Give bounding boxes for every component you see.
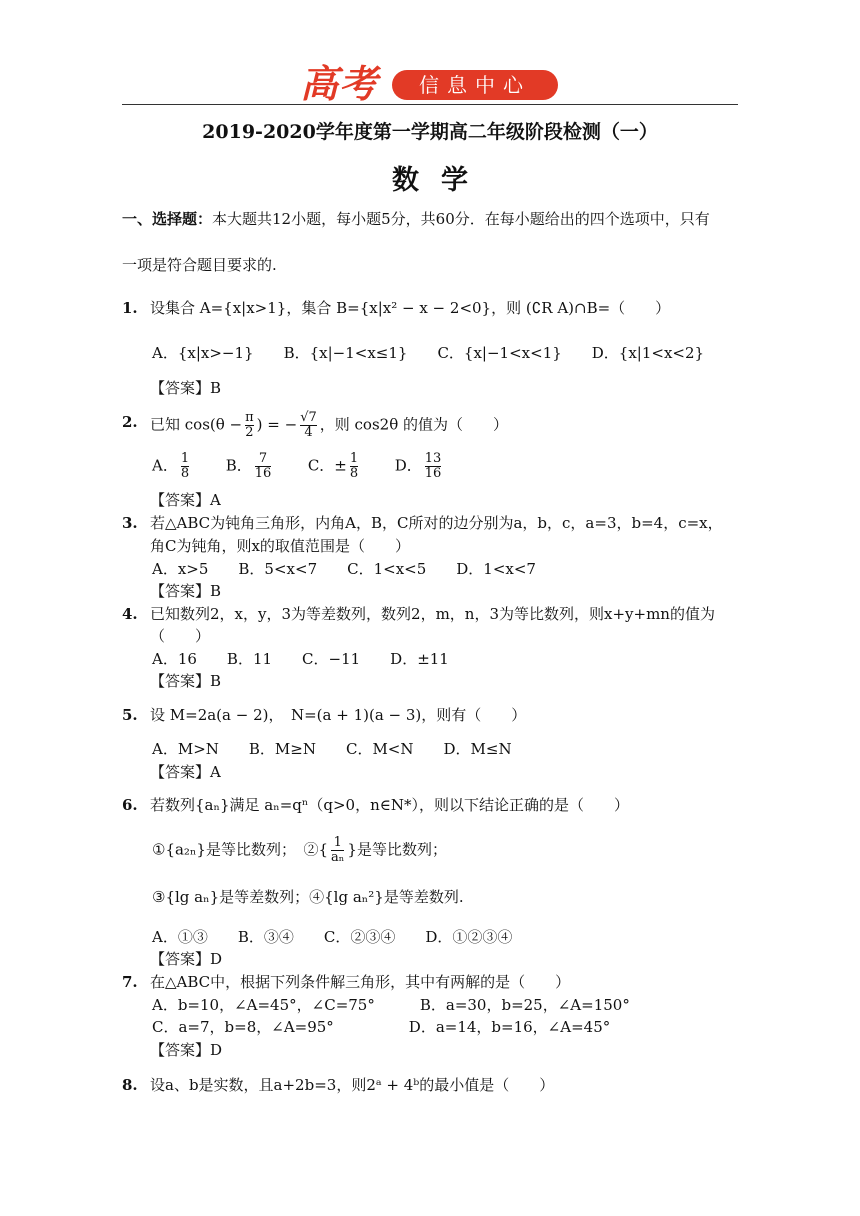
question-4-answer: 【答案】B: [150, 672, 222, 690]
statement-part: }是等比数列；: [347, 840, 447, 859]
question-6-answer: 【答案】D: [150, 950, 223, 968]
question-stem: 设 M=2a(a − 2)， N=(a + 1)(a − 3)，则有（ ）: [150, 706, 527, 724]
stem-part: 已知 cos(θ −: [150, 415, 243, 434]
question-stem: 若数列{aₙ}满足 aₙ=qⁿ（q>0，n∈N*），则以下结论正确的是（ ）: [150, 796, 629, 814]
question-7-options-cd: C．a=7，b=8，∠A=95° D．a=14，b=16，∠A=45°: [152, 1018, 611, 1036]
question-2-options: [152, 452, 444, 481]
question-3-options: A．x>5 B．5<x<7 C．1<x<5 D．1<x<7: [152, 560, 536, 578]
question-number: 1.: [122, 299, 138, 317]
question-5-answer: 【答案】A: [150, 763, 221, 781]
option-c-label: C．±: [307, 456, 347, 475]
header-logo: [300, 62, 562, 106]
option-a-label: A．: [152, 456, 178, 475]
question-number: 2.: [122, 413, 138, 431]
option-d-label: D．: [394, 456, 422, 475]
question-number: 4.: [122, 605, 138, 623]
numerator: √7: [300, 410, 317, 425]
numerator: 1: [180, 451, 190, 466]
logo-pill-text: 信息中心: [392, 70, 558, 100]
fraction-sqrt7-over-4: [300, 411, 317, 440]
section-label: 一、选择题：: [122, 210, 213, 228]
question-7-answer: 【答案】D: [150, 1041, 223, 1059]
denominator: 8: [349, 466, 359, 481]
denominator: 4: [300, 425, 317, 440]
header-rule: [122, 104, 738, 105]
denominator: 16: [424, 466, 442, 481]
exam-title: 2019-2020学年度第一学期高二年级阶段检测（一）: [202, 121, 658, 143]
section-text-line1: 本大题共12小题，每小题5分，共60分．在每小题给出的四个选项中，只有: [212, 210, 710, 228]
denominator: 8: [180, 466, 190, 481]
option-a-fraction: [181, 452, 189, 481]
denominator: 2: [245, 425, 254, 440]
question-5-options: A．M>N B．M≥N C．M<N D．M≤N: [152, 740, 512, 758]
option-c-fraction: [350, 452, 358, 481]
question-stem: 在△ABC中，根据下列条件解三角形，其中有两解的是（ ）: [150, 973, 571, 991]
question-number: 7.: [122, 973, 138, 991]
question-6-statement-1-2: [152, 836, 447, 865]
question-3-line2: 角C为钝角，则x的取值范围是（ ）: [150, 537, 410, 555]
question-number: 6.: [122, 796, 138, 814]
fraction-pi-over-2: [245, 411, 254, 440]
question-number: 5.: [122, 706, 138, 724]
question-stem-line1: 已知数列2，x，y，3为等差数列，数列2，m，n，3为等比数列，则x+y+mn的值为: [150, 605, 715, 623]
numerator: 13: [424, 451, 442, 466]
question-1-answer: 【答案】B: [150, 379, 222, 397]
numerator: 1: [333, 835, 342, 850]
option-d-fraction: [425, 452, 442, 481]
section-heading: [122, 208, 742, 230]
section-text-line2: 一项是符合题目要求的.: [122, 256, 277, 274]
question-stem: 设a、b是实数，且a+2b=3，则2ᵃ + 4ᵇ的最小值是（ ）: [150, 1076, 555, 1094]
question-4-line2: （ ）: [150, 627, 211, 645]
numerator: π: [245, 410, 254, 425]
question-6-options: A．①③ B．③④ C．②③④ D．①②③④: [152, 928, 513, 946]
question-stem-line1: 若△ABC为钝角三角形，内角A，B，C所对的边分别为a，b，c，a=3，b=4，c=x，: [150, 514, 723, 532]
denominator: aₙ: [331, 850, 345, 865]
logo-main-text: 高考: [300, 62, 379, 106]
option-b-label: B．: [225, 456, 252, 475]
subject-title: 数学: [392, 165, 490, 196]
statement-part: ①{a₂ₙ}是等比数列； ②{: [152, 840, 329, 859]
question-2-answer: 【答案】A: [150, 491, 221, 509]
option-b-fraction: [255, 452, 272, 481]
denominator: 16: [254, 466, 272, 481]
stem-part: ，则 cos2θ 的值为（ ）: [319, 415, 509, 434]
question-stem: [150, 411, 508, 440]
question-7-options-ab: A．b=10，∠A=45°，∠C=75° B．a=30，b=25，∠A=150°: [152, 996, 630, 1014]
question-3-answer: 【答案】B: [150, 582, 222, 600]
stem-part: ) = −: [256, 415, 298, 434]
question-stem: 设集合 A={x|x>1}，集合 B={x|x² − x − 2<0}，则 (∁R A)∩B=（ ）: [150, 299, 671, 317]
question-number: 3.: [122, 514, 138, 532]
numerator: 7: [258, 451, 268, 466]
question-number: 8.: [122, 1076, 138, 1094]
question-4-options: A．16 B．11 C．−11 D．±11: [152, 650, 449, 668]
question-1-options: A．{x|x>−1} B．{x|−1<x≤1} C．{x|−1<x<1} D．{x|1<x<2}: [152, 344, 705, 362]
numerator: 1: [349, 451, 359, 466]
fraction-1-over-an: [331, 836, 344, 865]
question-6-statement-3-4: ③{lg aₙ}是等差数列；④{lg aₙ²}是等差数列.: [152, 888, 464, 906]
